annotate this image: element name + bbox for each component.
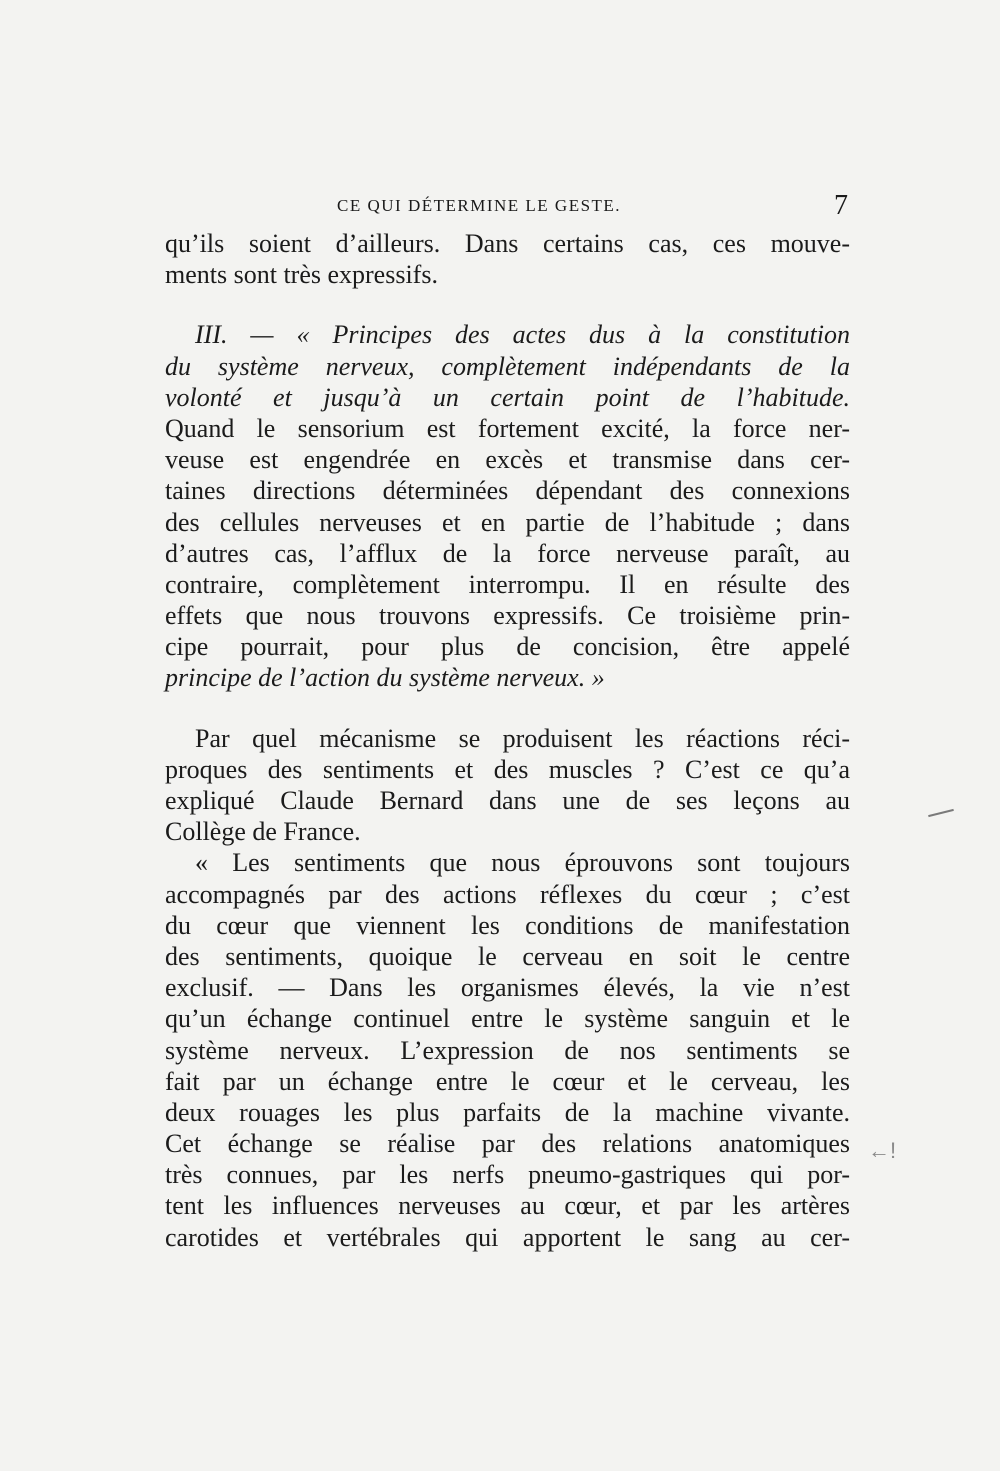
text-line: volonté et jusqu’à un certain point de l’habitude. (165, 382, 850, 412)
text-line: accompagnés par des actions réflexes du cœur ; c’est (165, 879, 850, 909)
text-line: Collège de France. (165, 817, 361, 847)
text-line: principe de l’action du système nerveux. » (165, 663, 605, 693)
text-line: « Les sentiments que nous éprouvons sont toujours (195, 848, 850, 878)
text-line: fait par un échange entre le cœur et le cerveau, les (165, 1066, 850, 1096)
text-line: Par quel mécanisme se produisent les réactions réci- (195, 723, 850, 753)
margin-pencil-mark (928, 809, 954, 817)
text-line: du cœur que viennent les conditions de manifestation (165, 910, 850, 940)
text-line: des cellules nerveuses et en partie de l’habitude ; dans (165, 507, 850, 537)
text-line: Cet échange se réalise par des relations anatomiques (165, 1129, 850, 1159)
text-line: proques des sentiments et des muscles ? C’est ce qu’a (165, 754, 850, 784)
text-line: du système nerveux, complètement indépendants de la (165, 351, 850, 381)
text-line: tent les influences nerveuses au cœur, et par les artères (165, 1191, 850, 1221)
body-text (165, 228, 850, 1253)
text-line: Quand le sensorium est fortement excité, la force ner- (165, 413, 850, 443)
text-line: taines directions déterminées dépendant des connexions (165, 476, 850, 506)
text-line: très connues, par les nerfs pneumo-gastriques qui por- (165, 1160, 850, 1190)
running-header (165, 190, 850, 220)
text-line: des sentiments, quoique le cerveau en soit le centre (165, 941, 850, 971)
text-line: ments sont très expressifs. (165, 260, 438, 290)
text-line: veuse est engendrée en excès et transmise dans cer- (165, 445, 850, 475)
text-line: d’autres cas, l’afflux de la force nerveuse paraît, au (165, 538, 850, 568)
running-title: CE QUI DÉTERMINE LE GESTE. (337, 196, 622, 215)
text-line: expliqué Claude Bernard dans une de ses leçons au (165, 786, 850, 815)
page-number: 7 (834, 190, 848, 221)
text-line: exclusif. — Dans les organismes élevés, la vie n’est (165, 973, 850, 1003)
text-line: qu’un échange continuel entre le système sanguin et le (165, 1004, 850, 1034)
text-line: III. — « Principes des actes dus à la constitution (195, 320, 850, 350)
text-line: carotides et vertébrales qui apportent le sang au cer- (165, 1222, 850, 1252)
text-line: système nerveux. L’expression de nos sentiments se (165, 1035, 850, 1065)
paragraph-gap (165, 290, 850, 319)
text-line: qu’ils soient d’ailleurs. Dans certains cas, ces mouve- (165, 229, 850, 258)
text-line: effets que nous trouvons expressifs. Ce troisième prin- (165, 601, 850, 631)
paragraph-gap (165, 694, 850, 723)
text-line: contraire, complètement interrompu. Il en résulte des (165, 569, 850, 599)
margin-arrow-mark: ←! (868, 1138, 897, 1163)
text-line: cipe pourrait, pour plus de concision, être appelé (165, 632, 850, 662)
text-line: deux rouages les plus parfaits de la machine vivante. (165, 1097, 850, 1127)
